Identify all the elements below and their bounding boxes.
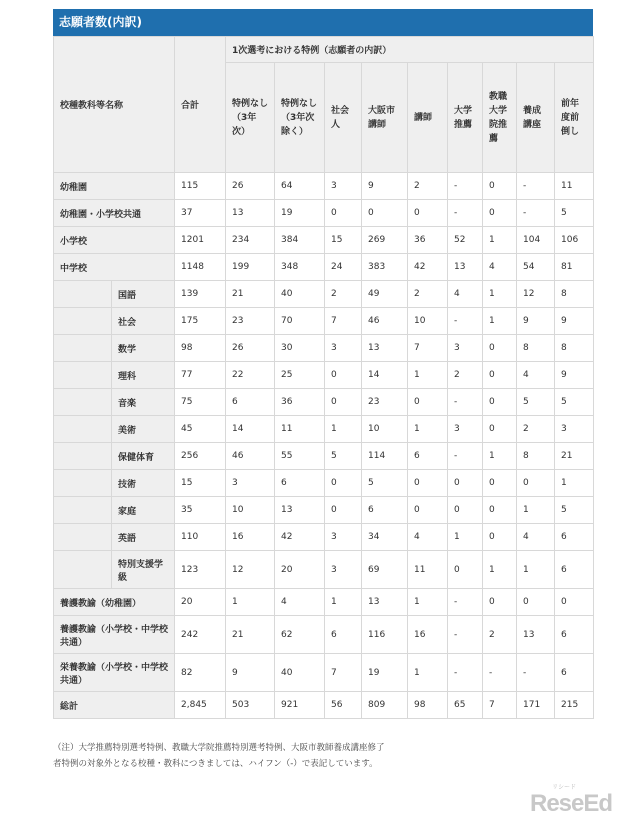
value-cell: 0 <box>483 416 517 443</box>
value-cell: 4 <box>275 589 325 616</box>
value-cell: 2 <box>408 173 448 200</box>
indent-cell <box>54 389 112 416</box>
row-label: 養護教諭（小学校・中学校共通） <box>54 616 175 654</box>
row-label: 美術 <box>112 416 175 443</box>
row-label: 保健体育 <box>112 443 175 470</box>
value-cell: 54 <box>517 254 555 281</box>
value-cell: 3 <box>325 335 362 362</box>
value-cell: 0 <box>408 389 448 416</box>
column-header: 大阪市講師 <box>362 63 408 173</box>
value-cell: 2 <box>408 281 448 308</box>
value-cell: 1 <box>408 589 448 616</box>
value-cell: 14 <box>362 362 408 389</box>
logo-main: ReseEd <box>530 790 613 817</box>
value-cell: 1 <box>483 227 517 254</box>
total-cell: 242 <box>175 616 226 654</box>
value-cell: 21 <box>226 281 275 308</box>
value-cell: 24 <box>325 254 362 281</box>
value-cell: 5 <box>362 470 408 497</box>
value-cell: 1 <box>325 589 362 616</box>
value-cell: 5 <box>555 389 594 416</box>
table-row <box>54 362 594 389</box>
value-cell: 6 <box>275 470 325 497</box>
value-cell: 10 <box>408 308 448 335</box>
value-cell: 13 <box>362 335 408 362</box>
value-cell: 1 <box>483 281 517 308</box>
row-label: 音楽 <box>112 389 175 416</box>
value-cell: 0 <box>362 200 408 227</box>
total-cell: 1201 <box>175 227 226 254</box>
table-row <box>54 524 594 551</box>
value-cell: - <box>448 200 483 227</box>
value-cell: 98 <box>408 692 448 719</box>
value-cell: 503 <box>226 692 275 719</box>
value-cell: 4 <box>408 524 448 551</box>
total-cell: 15 <box>175 470 226 497</box>
table-row <box>54 281 594 308</box>
value-cell: 6 <box>408 443 448 470</box>
table-row <box>54 308 594 335</box>
value-cell: 69 <box>362 551 408 589</box>
value-cell: 348 <box>275 254 325 281</box>
total-cell: 123 <box>175 551 226 589</box>
row-label: 幼稚園 <box>54 173 175 200</box>
value-cell: 7 <box>325 654 362 692</box>
value-cell: 921 <box>275 692 325 719</box>
table-row <box>54 227 594 254</box>
value-cell: 1 <box>325 416 362 443</box>
value-cell: 3 <box>226 470 275 497</box>
value-cell: - <box>448 443 483 470</box>
value-cell: 0 <box>325 362 362 389</box>
row-label: 国語 <box>112 281 175 308</box>
value-cell: - <box>448 173 483 200</box>
value-cell: 13 <box>275 497 325 524</box>
value-cell: 6 <box>226 389 275 416</box>
total-cell: 139 <box>175 281 226 308</box>
value-cell: 1 <box>555 470 594 497</box>
applicants-table <box>53 36 594 719</box>
row-label: 社会 <box>112 308 175 335</box>
value-cell: 13 <box>362 589 408 616</box>
indent-cell <box>54 362 112 389</box>
value-cell: 11 <box>275 416 325 443</box>
value-cell: 65 <box>448 692 483 719</box>
value-cell: - <box>483 654 517 692</box>
table-row <box>54 335 594 362</box>
value-cell: 0 <box>325 389 362 416</box>
value-cell: 0 <box>555 589 594 616</box>
value-cell: 8 <box>517 443 555 470</box>
total-cell: 82 <box>175 654 226 692</box>
table-row <box>54 551 594 589</box>
value-cell: 62 <box>275 616 325 654</box>
value-cell: 6 <box>362 497 408 524</box>
value-cell: 21 <box>226 616 275 654</box>
value-cell: 36 <box>275 389 325 416</box>
total-cell: 256 <box>175 443 226 470</box>
row-label: 栄養教諭（小学校・中学校共通） <box>54 654 175 692</box>
value-cell: 81 <box>555 254 594 281</box>
value-cell: - <box>517 173 555 200</box>
value-cell: 2 <box>325 281 362 308</box>
value-cell: 12 <box>517 281 555 308</box>
value-cell: 5 <box>517 389 555 416</box>
value-cell: 9 <box>362 173 408 200</box>
row-label: 特別支援学級 <box>112 551 175 589</box>
value-cell: 104 <box>517 227 555 254</box>
value-cell: 0 <box>325 200 362 227</box>
row-label: 総計 <box>54 692 175 719</box>
school-header: 校種教科等名称 <box>54 37 175 173</box>
table-row <box>54 470 594 497</box>
total-cell: 75 <box>175 389 226 416</box>
value-cell: 15 <box>325 227 362 254</box>
value-cell: 14 <box>226 416 275 443</box>
table-row <box>54 654 594 692</box>
value-cell: 171 <box>517 692 555 719</box>
value-cell: 0 <box>325 470 362 497</box>
value-cell: 11 <box>408 551 448 589</box>
value-cell: - <box>448 389 483 416</box>
value-cell: 0 <box>483 200 517 227</box>
value-cell: - <box>517 654 555 692</box>
column-header: 講師 <box>408 63 448 173</box>
indent-cell <box>54 470 112 497</box>
value-cell: 21 <box>555 443 594 470</box>
table-body <box>54 173 594 719</box>
row-label: 中学校 <box>54 254 175 281</box>
value-cell: 34 <box>362 524 408 551</box>
note-line-1: （注）大学推薦特別選考特例、教職大学院推薦特別選考特例、大阪市教師養成講座修了 <box>53 743 385 753</box>
value-cell: 2 <box>517 416 555 443</box>
value-cell: 4 <box>517 524 555 551</box>
value-cell: 25 <box>275 362 325 389</box>
value-cell: 269 <box>362 227 408 254</box>
value-cell: 64 <box>275 173 325 200</box>
value-cell: 9 <box>555 362 594 389</box>
value-cell: 6 <box>555 524 594 551</box>
value-cell: - <box>448 654 483 692</box>
value-cell: 0 <box>483 362 517 389</box>
total-cell: 115 <box>175 173 226 200</box>
indent-cell <box>54 308 112 335</box>
total-cell: 35 <box>175 497 226 524</box>
value-cell: 106 <box>555 227 594 254</box>
value-cell: 40 <box>275 654 325 692</box>
value-cell: 1 <box>408 416 448 443</box>
column-header: 前年度前倒し <box>555 63 594 173</box>
value-cell: 0 <box>448 470 483 497</box>
value-cell: 12 <box>226 551 275 589</box>
value-cell: 2 <box>448 362 483 389</box>
column-header: 養成講座 <box>517 63 555 173</box>
value-cell: - <box>448 616 483 654</box>
table-row <box>54 692 594 719</box>
row-label: 英語 <box>112 524 175 551</box>
total-cell: 1148 <box>175 254 226 281</box>
value-cell: 3 <box>448 335 483 362</box>
value-cell: 8 <box>517 335 555 362</box>
value-cell: 1 <box>517 551 555 589</box>
value-cell: 1 <box>448 524 483 551</box>
indent-cell <box>54 497 112 524</box>
value-cell: 114 <box>362 443 408 470</box>
value-cell: 0 <box>325 497 362 524</box>
indent-cell <box>54 281 112 308</box>
table-row <box>54 389 594 416</box>
value-cell: 13 <box>517 616 555 654</box>
value-cell: 1 <box>483 443 517 470</box>
total-cell: 175 <box>175 308 226 335</box>
main-content <box>53 9 593 719</box>
value-cell: 5 <box>555 200 594 227</box>
table-row <box>54 416 594 443</box>
value-cell: 0 <box>483 470 517 497</box>
value-cell: 4 <box>517 362 555 389</box>
value-cell: 6 <box>555 616 594 654</box>
value-cell: 6 <box>555 654 594 692</box>
row-label: 幼稚園・小学校共通 <box>54 200 175 227</box>
value-cell: 0 <box>517 470 555 497</box>
value-cell: 116 <box>362 616 408 654</box>
value-cell: 4 <box>483 254 517 281</box>
value-cell: 1 <box>408 362 448 389</box>
value-cell: 22 <box>226 362 275 389</box>
value-cell: 0 <box>483 335 517 362</box>
total-header: 合計 <box>175 37 226 173</box>
value-cell: 2 <box>483 616 517 654</box>
value-cell: 0 <box>448 551 483 589</box>
value-cell: 1 <box>226 589 275 616</box>
value-cell: 13 <box>226 200 275 227</box>
row-label: 技術 <box>112 470 175 497</box>
logo-sub: リシード <box>552 785 577 791</box>
value-cell: 5 <box>325 443 362 470</box>
value-cell: 55 <box>275 443 325 470</box>
value-cell: 0 <box>483 497 517 524</box>
row-label: 家庭 <box>112 497 175 524</box>
value-cell: 7 <box>483 692 517 719</box>
total-cell: 45 <box>175 416 226 443</box>
column-header: 特例なし（3年次除く） <box>275 63 325 173</box>
value-cell: 20 <box>275 551 325 589</box>
value-cell: - <box>448 589 483 616</box>
value-cell: 9 <box>226 654 275 692</box>
value-cell: 0 <box>483 589 517 616</box>
value-cell: 1 <box>408 654 448 692</box>
value-cell: 42 <box>275 524 325 551</box>
total-cell: 98 <box>175 335 226 362</box>
value-cell: 46 <box>362 308 408 335</box>
value-cell: 52 <box>448 227 483 254</box>
row-label: 小学校 <box>54 227 175 254</box>
value-cell: 23 <box>362 389 408 416</box>
table-row <box>54 173 594 200</box>
value-cell: 7 <box>408 335 448 362</box>
value-cell: 0 <box>483 524 517 551</box>
value-cell: 13 <box>448 254 483 281</box>
indent-cell <box>54 416 112 443</box>
indent-cell <box>54 335 112 362</box>
resed-logo <box>530 785 613 818</box>
value-cell: 6 <box>325 616 362 654</box>
indent-cell <box>54 443 112 470</box>
value-cell: 19 <box>275 200 325 227</box>
value-cell: 16 <box>408 616 448 654</box>
value-cell: 6 <box>555 551 594 589</box>
value-cell: 1 <box>483 551 517 589</box>
value-cell: 0 <box>448 497 483 524</box>
value-cell: 16 <box>226 524 275 551</box>
value-cell: 383 <box>362 254 408 281</box>
value-cell: 5 <box>555 497 594 524</box>
value-cell: 42 <box>408 254 448 281</box>
table-row <box>54 443 594 470</box>
column-header: 特例なし（3年次） <box>226 63 275 173</box>
value-cell: 0 <box>483 173 517 200</box>
value-cell: 234 <box>226 227 275 254</box>
value-cell: 0 <box>408 497 448 524</box>
value-cell: 3 <box>448 416 483 443</box>
value-cell: 0 <box>408 470 448 497</box>
value-cell: 49 <box>362 281 408 308</box>
total-cell: 77 <box>175 362 226 389</box>
row-label: 数学 <box>112 335 175 362</box>
total-cell: 20 <box>175 589 226 616</box>
footnote <box>53 740 613 772</box>
total-cell: 110 <box>175 524 226 551</box>
value-cell: 1 <box>483 308 517 335</box>
section-title: 志願者数(内訳) <box>53 9 593 36</box>
value-cell: 3 <box>325 524 362 551</box>
value-cell: 36 <box>408 227 448 254</box>
value-cell: 11 <box>555 173 594 200</box>
value-cell: 809 <box>362 692 408 719</box>
value-cell: - <box>517 200 555 227</box>
value-cell: 23 <box>226 308 275 335</box>
value-cell: 46 <box>226 443 275 470</box>
value-cell: 0 <box>517 589 555 616</box>
value-cell: 1 <box>517 497 555 524</box>
table-row <box>54 200 594 227</box>
value-cell: 3 <box>555 416 594 443</box>
value-cell: 384 <box>275 227 325 254</box>
value-cell: 0 <box>408 200 448 227</box>
value-cell: 9 <box>555 308 594 335</box>
column-header: 大学推薦 <box>448 63 483 173</box>
column-header: 社会人 <box>325 63 362 173</box>
value-cell: 3 <box>325 551 362 589</box>
value-cell: 8 <box>555 335 594 362</box>
total-cell: 2,845 <box>175 692 226 719</box>
indent-cell <box>54 551 112 589</box>
value-cell: 30 <box>275 335 325 362</box>
special-group-header: 1次選考における特例（志願者の内訳） <box>226 37 594 63</box>
value-cell: 0 <box>483 389 517 416</box>
value-cell: 3 <box>325 173 362 200</box>
value-cell: 56 <box>325 692 362 719</box>
value-cell: 9 <box>517 308 555 335</box>
value-cell: 26 <box>226 335 275 362</box>
value-cell: 8 <box>555 281 594 308</box>
total-cell: 37 <box>175 200 226 227</box>
column-header: 教職大学院推薦 <box>483 63 517 173</box>
value-cell: 10 <box>226 497 275 524</box>
note-line-2: 者特例の対象外となる校種・教科につきましては、ハイフン（-）で表記しています。 <box>53 759 378 769</box>
table-row <box>54 254 594 281</box>
value-cell: 10 <box>362 416 408 443</box>
value-cell: 7 <box>325 308 362 335</box>
table-row <box>54 616 594 654</box>
table-row <box>54 497 594 524</box>
row-label: 養護教諭（幼稚園） <box>54 589 175 616</box>
table-row <box>54 589 594 616</box>
indent-cell <box>54 524 112 551</box>
value-cell: 199 <box>226 254 275 281</box>
value-cell: 19 <box>362 654 408 692</box>
value-cell: - <box>448 308 483 335</box>
value-cell: 40 <box>275 281 325 308</box>
row-label: 理科 <box>112 362 175 389</box>
value-cell: 215 <box>555 692 594 719</box>
value-cell: 26 <box>226 173 275 200</box>
value-cell: 4 <box>448 281 483 308</box>
value-cell: 70 <box>275 308 325 335</box>
